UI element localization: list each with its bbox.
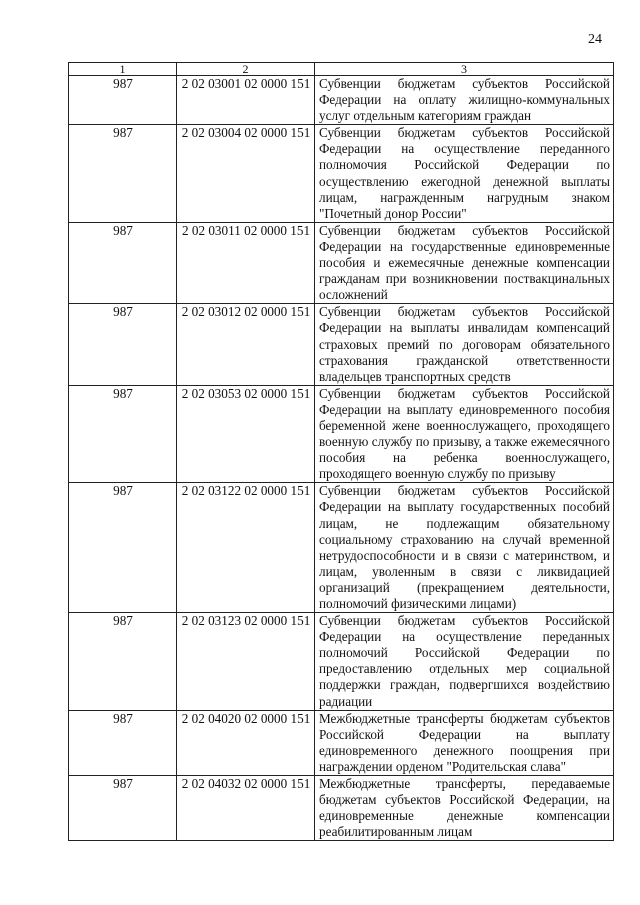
table-header-row [69, 63, 614, 76]
kbk-code-cell: 2 02 04032 02 0000 151 [177, 776, 315, 841]
table-row [69, 776, 614, 841]
admin-code-cell: 987 [69, 710, 177, 775]
column-header-3: 3 [315, 63, 614, 76]
kbk-code-cell: 2 02 04020 02 0000 151 [177, 710, 315, 775]
description-cell: Субвенции бюджетам субъектов Российской Федерации на выплаты инвалидам компенсаций страховых премий по договорам обязательного страхования гражданской ответственности владельцев транспортных средств [315, 304, 614, 385]
admin-code-cell: 987 [69, 613, 177, 711]
description-cell: Межбюджетные трансферты, передаваемые бюджетам субъектов Российской Федерации, на единовременные денежные компенсации реабилитированным лицам [315, 776, 614, 841]
table-row [69, 483, 614, 613]
admin-code-cell: 987 [69, 304, 177, 385]
admin-code-cell: 987 [69, 222, 177, 303]
admin-code-cell: 987 [69, 76, 177, 125]
admin-code-cell: 987 [69, 776, 177, 841]
admin-code-cell: 987 [69, 385, 177, 483]
kbk-code-cell: 2 02 03001 02 0000 151 [177, 76, 315, 125]
page-number: 24 [588, 32, 602, 47]
table-row [69, 222, 614, 303]
kbk-code-cell: 2 02 03011 02 0000 151 [177, 222, 315, 303]
kbk-code-cell: 2 02 03012 02 0000 151 [177, 304, 315, 385]
description-cell: Субвенции бюджетам субъектов Российской Федерации на оплату жилищно-коммунальных услуг отдельным категориям граждан [315, 76, 614, 125]
kbk-code-cell: 2 02 03122 02 0000 151 [177, 483, 315, 613]
table-row [69, 304, 614, 385]
kbk-code-cell: 2 02 03004 02 0000 151 [177, 125, 315, 223]
description-cell: Субвенции бюджетам субъектов Российской Федерации на осуществление переданных полномочий Российской Федерации по предоставлению отдельных мер социальной поддержки граждан, подвергшихся воздействию радиации [315, 613, 614, 711]
admin-code-cell: 987 [69, 125, 177, 223]
description-cell: Субвенции бюджетам субъектов Российской Федерации на выплату государственных пособий лицам, не подлежащим обязательному социальному страхованию на случай временной нетрудоспособности и в связи с материнством, и лицам, уволенным в связи с ликвидацией организаций (прекращением деятельности, полномочий физическими лицами) [315, 483, 614, 613]
table-row [69, 613, 614, 711]
table-row [69, 125, 614, 223]
description-cell: Межбюджетные трансферты бюджетам субъектов Российской Федерации на выплату единовременного денежного поощрения при награждении орденом "Родительская слава" [315, 710, 614, 775]
description-cell: Субвенции бюджетам субъектов Российской Федерации на государственные единовременные пособия и ежемесячные денежные компенсации гражданам при возникновении поствакцинальных осложнений [315, 222, 614, 303]
kbk-code-cell: 2 02 03053 02 0000 151 [177, 385, 315, 483]
description-cell: Субвенции бюджетам субъектов Российской Федерации на выплату единовременного пособия беременной жене военнослужащего, проходящего военную службу по призыву, а также ежемесячного пособия на ребенка военнослужащего, проходящего военную службу по призыву [315, 385, 614, 483]
admin-code-cell: 987 [69, 483, 177, 613]
description-cell: Субвенции бюджетам субъектов Российской Федерации на осуществление переданного полномочия Российской Федерации по осуществлению ежегодной денежной выплаты лицам, награжденным нагрудным знаком "Почетный донор России" [315, 125, 614, 223]
table-row [69, 385, 614, 483]
kbk-code-cell: 2 02 03123 02 0000 151 [177, 613, 315, 711]
column-header-2: 2 [177, 63, 315, 76]
table-row [69, 76, 614, 125]
column-header-1: 1 [69, 63, 177, 76]
table-row [69, 710, 614, 775]
budget-classification-table [68, 62, 614, 841]
